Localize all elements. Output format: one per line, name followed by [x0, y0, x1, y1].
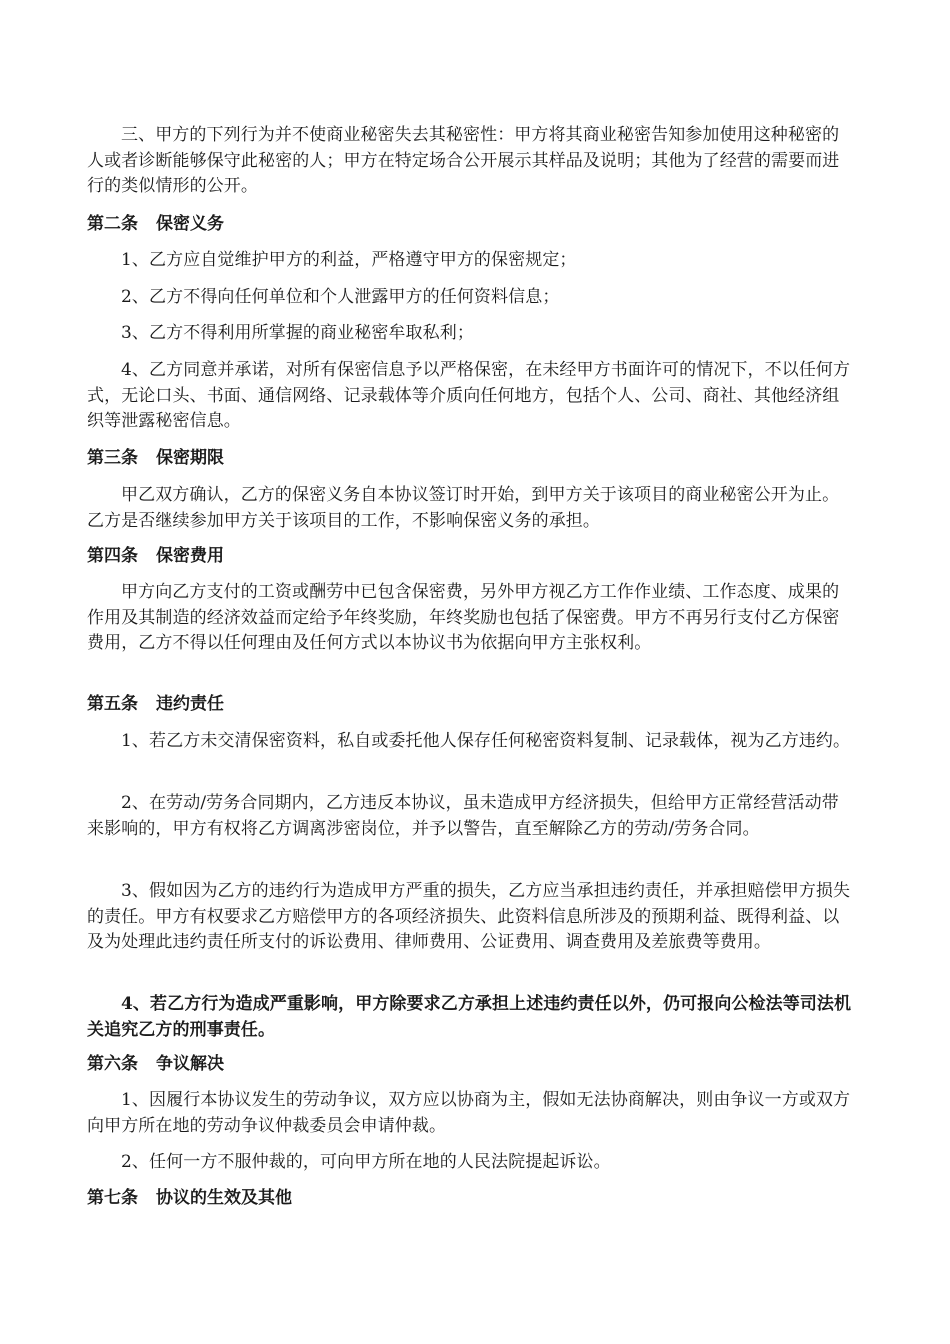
paragraph-intro: 三、甲方的下列行为并不使商业秘密失去其秘密性：甲方将其商业秘密告知参加使用这种秘密的人或者诊断能够保守此秘密的人；甲方在特定场合公开展示其样品及说明；其他为了经营的需要而进行的类似情形的公开。	[87, 125, 840, 196]
article-number: 第四条	[87, 546, 138, 566]
article-number: 第二条	[87, 214, 138, 234]
paragraph-art6-1: 1、因履行本协议发生的劳动争议，双方应以协商为主，假如无法协商解决，则由争议一方或双方向甲方所在地的劳动争议仲裁委员会申请仲裁。	[87, 1090, 851, 1136]
paragraph-art2-1: 1、乙方应自觉维护甲方的利益，严格遵守甲方的保密规定；	[121, 250, 577, 270]
paragraph-art4-1: 甲方向乙方支付的工资或酬劳中已包含保密费，另外甲方视乙方工作作业绩、工作态度、成果的作用及其制造的经济效益而定给予年终奖励，年终奖励也包括了保密费。甲方不再另行支付乙方保密费用，乙方不得以任何理由及任何方式以本协议书为依据向甲方主张权利。	[87, 582, 840, 653]
paragraph-art5-3: 3、假如因为乙方的违约行为造成甲方严重的损失，乙方应当承担违约责任，并承担赔偿甲方损失的责任。甲方有权要求乙方赔偿甲方的各项经济损失、此资料信息所涉及的预期利益、既得利益、以及为处理此违约责任所支付的诉讼费用、律师费用、公证费用、调查费用及差旅费等费用。	[87, 881, 851, 952]
article-title: 违约责任	[156, 694, 224, 714]
article-heading-3	[87, 446, 855, 471]
article-title: 保密费用	[156, 546, 224, 566]
article-title: 争议解决	[156, 1054, 224, 1074]
article-title: 保密义务	[156, 214, 224, 234]
article-number: 第七条	[87, 1188, 138, 1208]
article-title: 保密期限	[156, 448, 224, 468]
article-number: 第六条	[87, 1054, 138, 1074]
article-number: 第五条	[87, 694, 138, 714]
article-heading-5	[87, 692, 855, 717]
paragraph-art6-2: 2、任何一方不服仲裁的，可向甲方所在地的人民法院提起诉讼。	[121, 1152, 611, 1172]
article-heading-4	[87, 544, 855, 569]
paragraph-art2-3: 3、乙方不得利用所掌握的商业秘密牟取私利；	[121, 323, 474, 343]
article-heading-2	[87, 212, 855, 237]
paragraph-art2-2: 2、乙方不得向任何单位和个人泄露甲方的任何资料信息；	[121, 287, 560, 307]
paragraph-art5-4: 4、若乙方行为造成严重影响，甲方除要求乙方承担上述违约责任以外，仍可报向公检法等司法机关追究乙方的刑事责任。	[87, 994, 852, 1040]
paragraph-art5-2: 2、在劳动/劳务合同期内，乙方违反本协议，虽未造成甲方经济损失，但给甲方正常经营活动带来影响的，甲方有权将乙方调离涉密岗位，并予以警告，直至解除乙方的劳动/劳务合同。	[87, 793, 839, 839]
article-heading-6	[87, 1052, 855, 1077]
paragraph-art3-1: 甲乙双方确认，乙方的保密义务自本协议签订时开始，到甲方关于该项目的商业秘密公开为止。乙方是否继续参加甲方关于该项目的工作，不影响保密义务的承担。	[87, 485, 840, 531]
paragraph-art2-4: 4、乙方同意并承诺，对所有保密信息予以严格保密，在未经甲方书面许可的情况下，不以任何方式，无论口头、书面、通信网络、记录载体等介质向任何地方，包括个人、公司、商社、其他经济组织等泄露秘密信息。	[87, 360, 851, 431]
article-number: 第三条	[87, 448, 138, 468]
article-title: 协议的生效及其他	[156, 1188, 292, 1208]
article-heading-7	[87, 1186, 855, 1211]
paragraph-art5-1: 1、若乙方未交清保密资料，私自或委托他人保存任何秘密资料复制、记录载体，视为乙方违约。	[121, 731, 851, 751]
